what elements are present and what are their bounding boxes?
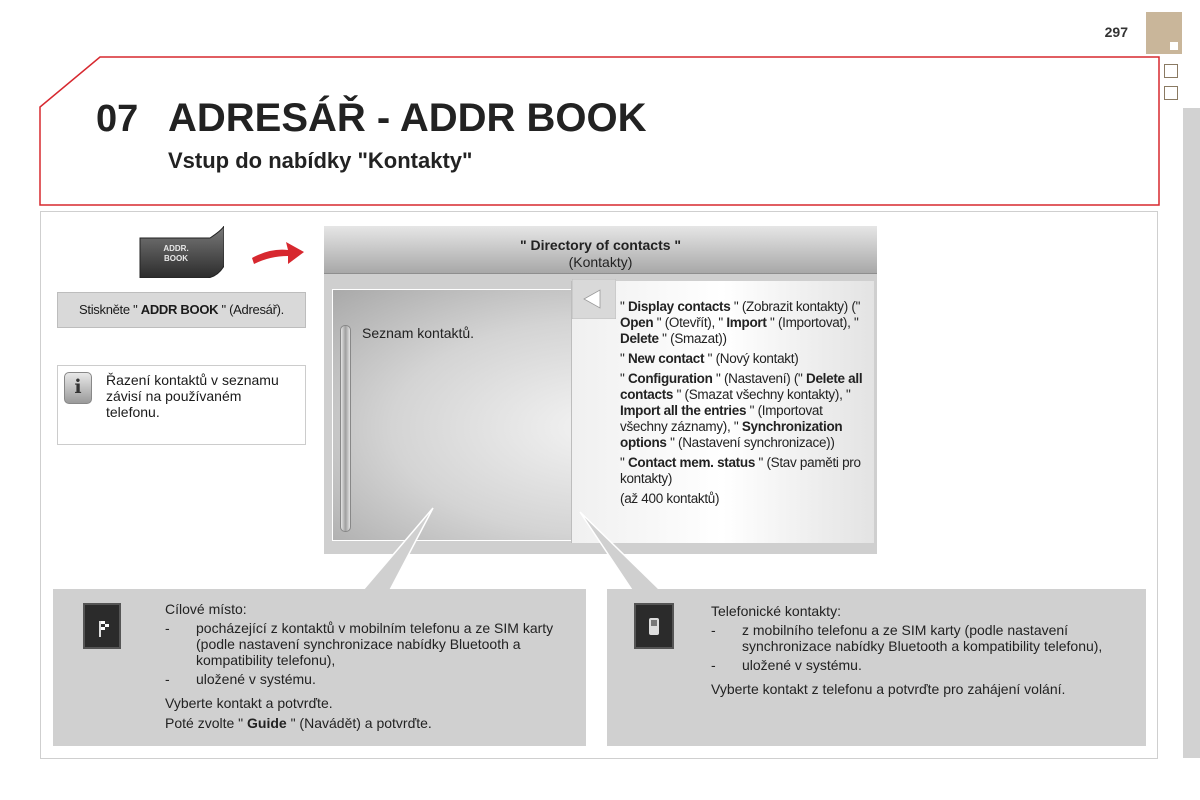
context-menu xyxy=(571,281,874,543)
menu-items xyxy=(620,299,870,511)
addr-book-button-label xyxy=(154,244,198,264)
info-icon: i xyxy=(64,372,92,404)
page-title: ADRESÁŘ - ADDR BOOK xyxy=(168,96,647,140)
mobile-phone-icon xyxy=(634,603,674,649)
scrollbar[interactable] xyxy=(340,325,351,532)
screen-title-bar xyxy=(324,226,877,274)
menu-item-configuration[interactable]: " Configuration " (Nastavení) (" Delete all contacts " (Smazat všechny kontakty), " Import all the entries " (Importovat všechny záznamy), " Synchronization options " (Nastavení synchronizace)) xyxy=(620,371,863,450)
phone-contacts-panel xyxy=(607,589,1146,746)
screen-subtitle: (Kontakty) xyxy=(568,254,633,270)
panel-instruction: Vyberte kontakt a potvrďte. xyxy=(165,695,333,711)
button-label-line: ADDR. xyxy=(163,244,189,253)
menu-note-capacity: (až 400 kontaktů) xyxy=(620,491,720,506)
destination-text xyxy=(165,601,570,731)
destination-panel xyxy=(53,589,586,746)
list-item: - z mobilního telefonu a ze SIM karty (podle nastavení synchronizace nabídky Bluetooth a kompatibility telefonu), xyxy=(711,622,1103,654)
red-arrow-icon xyxy=(250,236,306,270)
page-number: 297 xyxy=(1104,24,1128,40)
page-subtitle: Vstup do nabídky "Kontakty" xyxy=(168,148,473,173)
instruction-key: ADDR BOOK xyxy=(140,302,219,317)
panel-heading: Telefonické kontakty: xyxy=(711,603,841,619)
panel-heading: Cílové místo: xyxy=(165,601,247,617)
menu-item-new-contact[interactable]: " New contact " (Nový kontakt) xyxy=(620,351,799,366)
instruction-text: " (Adresář). xyxy=(218,302,284,317)
info-note-text: Řazení kontaktů v seznamu závisí na používaném telefonu. xyxy=(106,372,279,420)
list-item: - pocházející z kontaktů v mobilním telefonu a ze SIM karty (podle nastavení synchronizace nabídky Bluetooth a kompatibility telefonu), xyxy=(165,620,554,668)
menu-item-contact-mem-status[interactable]: " Contact mem. status " (Stav paměti pro kontakty) xyxy=(620,455,861,486)
list-item: - uložené v systému. xyxy=(711,657,862,673)
screen-mockup xyxy=(324,226,877,554)
back-arrow-icon[interactable] xyxy=(572,279,616,319)
menu-item-display-contacts[interactable]: " Display contacts " (Zobrazit kontakty) (" Open " (Otevřít), " Import " (Importovat), " Delete " (Smazat)) xyxy=(620,299,861,346)
phone-contacts-text xyxy=(711,603,1131,697)
list-item: - uložené v systému. xyxy=(165,671,316,687)
navigation-flag-icon xyxy=(83,603,121,649)
button-label-line: BOOK xyxy=(164,254,188,263)
screen-title: " Directory of contacts " xyxy=(519,237,682,253)
panel-instruction: Poté zvolte " Guide " (Navádět) a potvrďte. xyxy=(165,715,432,731)
contact-list-label[interactable]: Seznam kontaktů. xyxy=(362,325,475,341)
instruction-text: Stiskněte " xyxy=(79,302,141,317)
press-instruction xyxy=(57,292,306,328)
panel-instruction: Vyberte kontakt z telefonu a potvrďte pro zahájení volání. xyxy=(711,681,1066,697)
info-note xyxy=(57,365,306,445)
addr-book-button[interactable] xyxy=(138,226,224,278)
chapter-number: 07 xyxy=(96,98,139,140)
